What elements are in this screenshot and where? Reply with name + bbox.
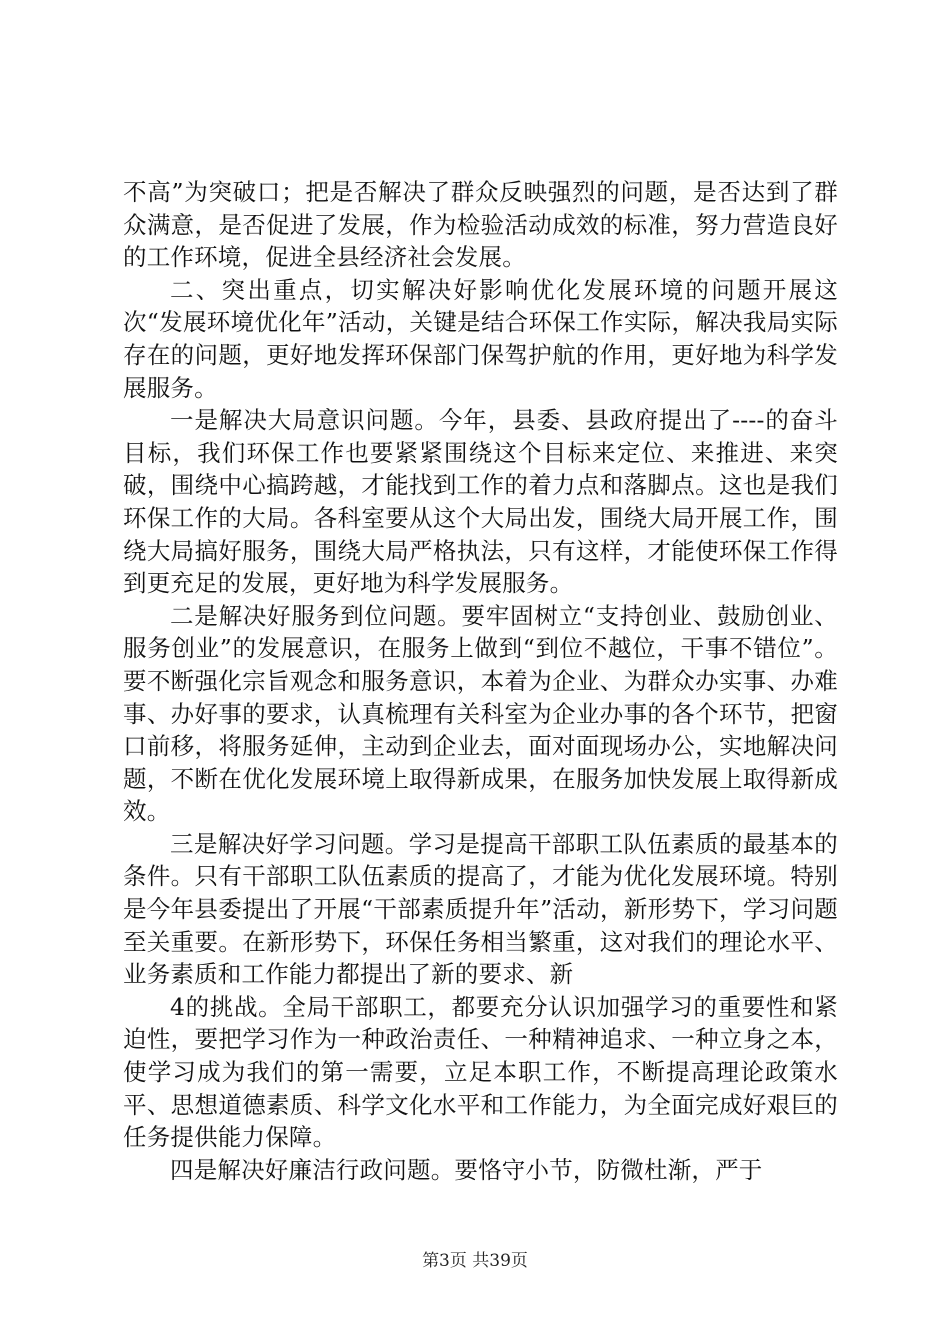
document-body [123, 176, 838, 1186]
paragraph-5: 三是解决好学习问题。学习是提高干部职工队伍素质的最基本的条件。只有干部职工队伍素质的提高了，才能为优化发展环境。特别是今年县委提出了开展“干部素质提升年”活动，新形势下，学习问题至关重要。在新形势下，环保任务相当繁重，这对我们的理论水平、业务素质和工作能力都提出了新的要求、新 [123, 829, 838, 989]
paragraph-7: 四是解决好廉洁行政问题。要恪守小节，防微杜渐，严于 [170, 1155, 763, 1184]
paragraph-6: 4的挑战。全局干部职工，都要充分认识加强学习的重要性和紧迫性，要把学习作为一种政治责任、一种精神追求、一种立身之本，使学习成为我们的第一需要，立足本职工作，不断提高理论政策水平、思想道德素质、科学文化水平和工作能力，为全面完成好艰巨的任务提供能力保障。 [123, 992, 838, 1152]
paragraph-2: 二、突出重点，切实解决好影响优化发展环境的问题开展这次“发展环境优化年”活动，关键是结合环保工作实际，解决我局实际存在的问题，更好地发挥环保部门保驾护航的作用，更好地为科学发展服务。 [123, 275, 838, 402]
paragraph-1: 不高”为突破口；把是否解决了群众反映强烈的问题，是否达到了群众满意，是否促进了发展，作为检验活动成效的标准，努力营造良好的工作环境，促进全县经济社会发展。 [123, 178, 838, 272]
paragraph-3: 一是解决大局意识问题。今年，县委、县政府提出了----的奋斗目标，我们环保工作也要紧紧围绕这个目标来定位、来推进、来突破，围绕中心搞跨越，才能找到工作的着力点和落脚点。这也是我们环保工作的大局。各科室要从这个大局出发，围绕大局开展工作，围绕大局搞好服务，围绕大局严格执法，只有这样，才能使环保工作得到更充足的发展，更好地为科学发展服务。 [123, 406, 838, 598]
page-number-footer: 第3页 共39页 [422, 1251, 528, 1271]
paragraph-4: 二是解决好服务到位问题。要牢固树立“支持创业、鼓励创业、服务创业”的发展意识，在服务上做到“到位不越位，干事不错位”。要不断强化宗旨观念和服务意识，本着为企业、为群众办实事、办难事、办好事的要求，认真梳理有关科室为企业办事的各个环节，把窗口前移，将服务延伸，主动到企业去，面对面现场办公，实地解决问题，不断在优化发展环境上取得新成果，在服务加快发展上取得新成效。 [123, 601, 838, 826]
